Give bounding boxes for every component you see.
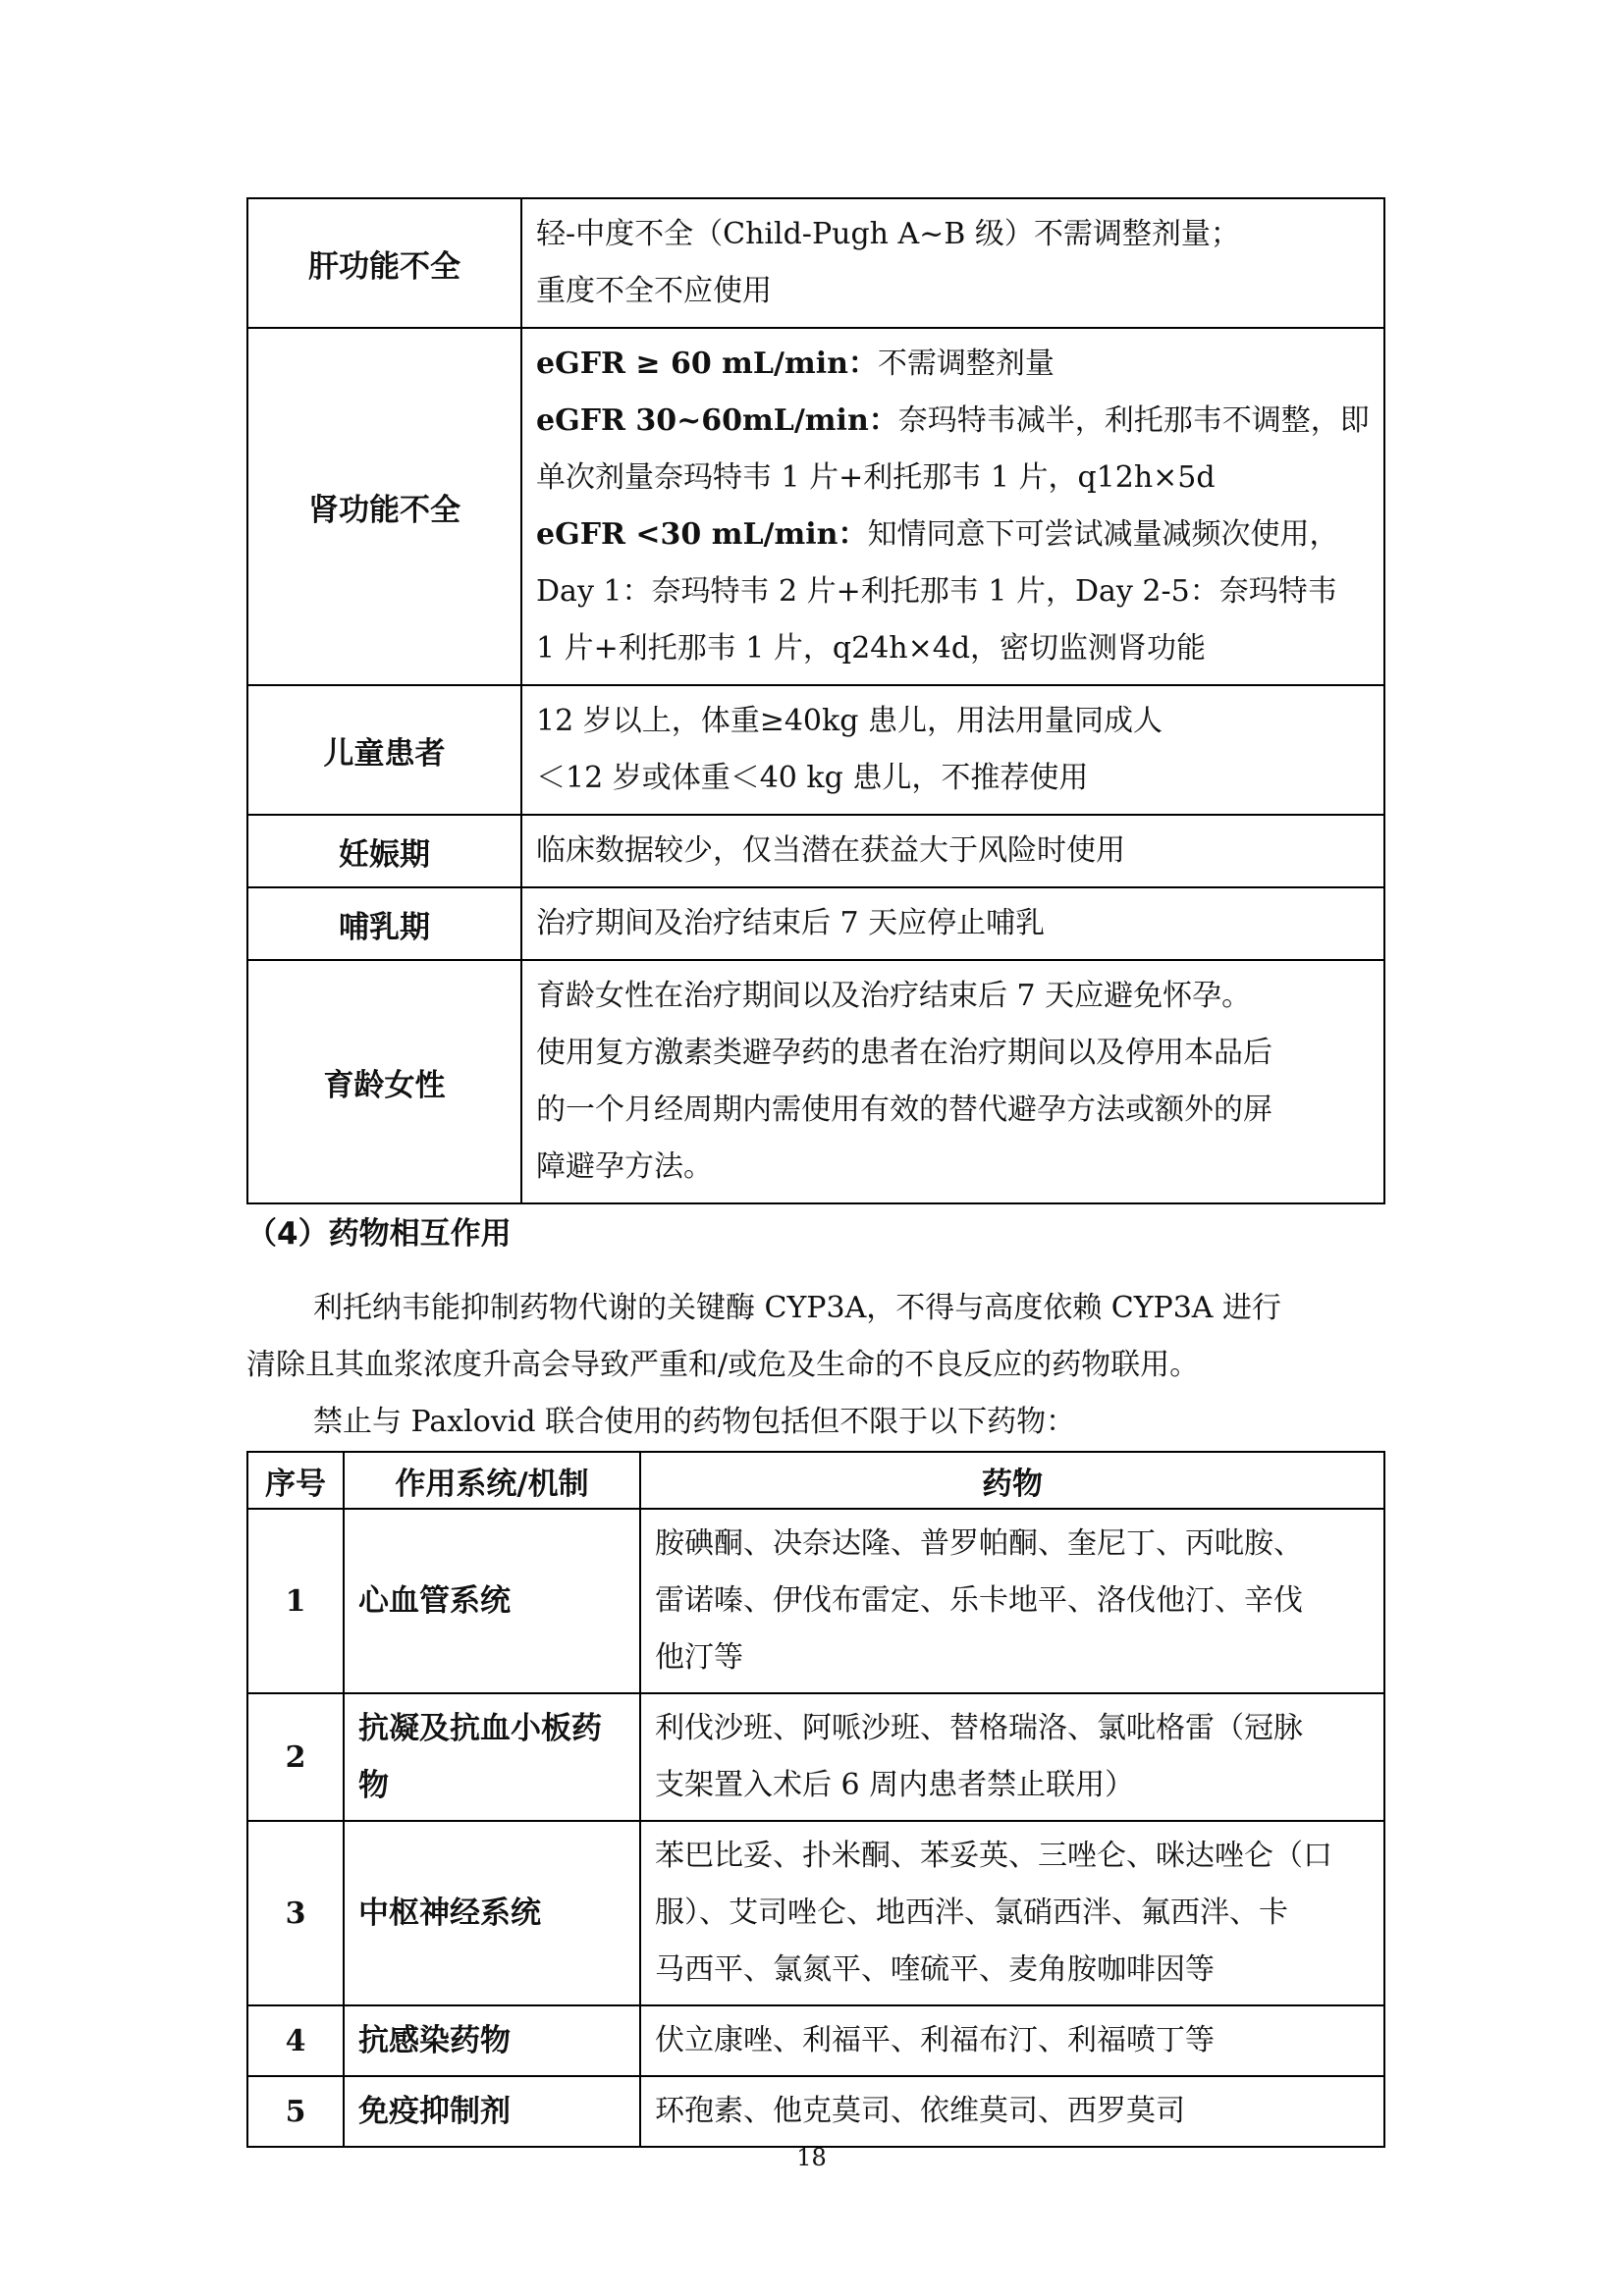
guidance-text: 不需调整剂量 <box>877 347 1055 381</box>
table-row <box>247 815 1384 887</box>
drug-line: 胺碘酮、决奈达隆、普罗帕酮、奎尼丁、丙吡胺、 <box>655 1526 1303 1561</box>
guidance-text: 临床数据较少，仅当潜在获益大于风险时使用 <box>536 833 1125 868</box>
table-row <box>247 1509 1384 1693</box>
guidance-text: 1 片+利托那韦 1 片，q24h×4d，密切监测肾功能 <box>536 631 1207 666</box>
guidance-text: 单次剂量奈玛特韦 1 片+利托那韦 1 片，q12h×5d <box>536 460 1216 495</box>
drug-line: 环孢素、他克莫司、依维莫司、西罗莫司 <box>655 2094 1185 2128</box>
paragraph-line: 清除且其血浆浓度升高会导致严重和/或危及生命的不良反应的药物联用。 <box>246 1348 1200 1382</box>
drug-list <box>640 2005 1384 2076</box>
table-row <box>247 1693 1384 1821</box>
drug-line: 马西平、氯氮平、喹硫平、麦角胺咖啡因等 <box>655 1952 1215 1987</box>
guidance-text: 知情同意下可尝试减量减频次使用， <box>867 517 1339 552</box>
drug-list <box>640 1509 1384 1693</box>
guidance-criterion: eGFR ≥ 60 mL/min： <box>536 347 878 381</box>
guidance-line <box>536 1025 1370 1082</box>
guidance-text: 12 岁以上，体重≥40kg 患儿，用法用量同成人 <box>536 704 1163 738</box>
system-line: 中枢神经系统 <box>358 1896 541 1931</box>
guidance-line <box>536 823 1370 880</box>
population-guidance <box>521 198 1384 328</box>
population-guidance <box>521 887 1384 960</box>
guidance-criterion: eGFR <30 mL/min： <box>536 517 868 552</box>
table-row <box>247 2076 1384 2147</box>
system-mechanism <box>344 2005 640 2076</box>
guidance-line <box>536 1082 1370 1139</box>
guidance-line <box>536 750 1370 807</box>
drug-list <box>640 1821 1384 2005</box>
guidance-line <box>536 263 1370 320</box>
row-number: 4 <box>247 2005 344 2076</box>
population-guidance <box>521 960 1384 1203</box>
guidance-text: 轻-中度不全（Child-Pugh A~B 级）不需调整剂量； <box>536 217 1240 251</box>
table-row <box>247 685 1384 815</box>
population-label: 哺乳期 <box>247 887 521 960</box>
guidance-line <box>536 895 1370 952</box>
header-drugs: 药物 <box>640 1452 1384 1509</box>
special-populations-table <box>246 197 1385 1204</box>
drug-list <box>640 1693 1384 1821</box>
system-mechanism <box>344 1693 640 1821</box>
contraindication-intro <box>246 1394 1385 1451</box>
guidance-text: 治疗期间及治疗结束后 7 天应停止哺乳 <box>536 906 1046 940</box>
population-label: 肝功能不全 <box>247 198 521 328</box>
guidance-line <box>536 206 1370 263</box>
guidance-text: 奈玛特韦减半，利托那韦不调整，即 <box>897 403 1370 438</box>
drug-line: 伏立康唑、利福平、利福布汀、利福喷丁等 <box>655 2023 1215 2057</box>
row-number: 1 <box>247 1509 344 1693</box>
interaction-paragraph <box>246 1280 1385 1394</box>
table-row <box>247 328 1384 685</box>
guidance-text: Day 1：奈玛特韦 2 片+利托那韦 1 片，Day 2-5：奈玛特韦 <box>536 574 1337 609</box>
table-row <box>247 1821 1384 2005</box>
system-line: 抗感染药物 <box>358 2023 511 2058</box>
page-number: 18 <box>796 2144 827 2171</box>
system-mechanism <box>344 1821 640 2005</box>
guidance-text: 重度不全不应使用 <box>536 274 772 308</box>
population-label: 肾功能不全 <box>247 328 521 685</box>
system-line: 免疫抑制剂 <box>358 2094 511 2129</box>
guidance-line <box>536 563 1370 620</box>
guidance-line <box>536 968 1370 1025</box>
guidance-line <box>536 450 1370 507</box>
system-line: 抗凝及抗血小板药 <box>358 1711 602 1746</box>
guidance-text: 育龄女性在治疗期间以及治疗结束后 7 天应避免怀孕。 <box>536 979 1252 1013</box>
system-mechanism <box>344 2076 640 2147</box>
drug-line: 服）、艾司唑仑、地西泮、氯硝西泮、氟西泮、卡 <box>655 1896 1288 1930</box>
contraindicated-drugs-table <box>246 1451 1385 2148</box>
table-row <box>247 887 1384 960</box>
system-mechanism <box>344 1509 640 1693</box>
drug-line: 支架置入术后 6 周内患者禁止联用） <box>655 1768 1135 1802</box>
header-number: 序号 <box>247 1452 344 1509</box>
table-header-row <box>247 1452 1384 1509</box>
guidance-line <box>536 693 1370 750</box>
row-number: 2 <box>247 1693 344 1821</box>
guidance-text: ＜12 岁或体重＜40 kg 患儿，不推荐使用 <box>536 761 1089 795</box>
population-guidance <box>521 328 1384 685</box>
drug-list <box>640 2076 1384 2147</box>
drug-line: 利伐沙班、阿哌沙班、替格瑞洛、氯吡格雷（冠脉 <box>655 1711 1303 1745</box>
population-label: 妊娠期 <box>247 815 521 887</box>
system-line: 物 <box>358 1768 389 1803</box>
row-number: 3 <box>247 1821 344 2005</box>
drug-line: 苯巴比妥、扑米酮、苯妥英、三唑仑、咪达唑仑（口 <box>655 1839 1332 1873</box>
table-row <box>247 198 1384 328</box>
guidance-text: 障避孕方法。 <box>536 1149 713 1184</box>
guidance-line <box>536 336 1370 393</box>
table-row <box>247 2005 1384 2076</box>
header-system: 作用系统/机制 <box>344 1452 640 1509</box>
paragraph-line: 利托纳韦能抑制药物代谢的关键酶 CYP3A，不得与高度依赖 CYP3A 进行 <box>313 1291 1282 1325</box>
section-heading: （4）药物相互作用 <box>246 1216 512 1252</box>
guidance-line <box>536 620 1370 677</box>
guidance-line <box>536 1139 1370 1196</box>
population-guidance <box>521 815 1384 887</box>
population-guidance <box>521 685 1384 815</box>
guidance-criterion: eGFR 30~60mL/min： <box>536 403 898 438</box>
row-number: 5 <box>247 2076 344 2147</box>
guidance-text: 使用复方激素类避孕药的患者在治疗期间以及停用本品后 <box>536 1036 1272 1070</box>
paragraph-line: 禁止与 Paxlovid 联合使用的药物包括但不限于以下药物： <box>313 1405 1076 1439</box>
guidance-text: 的一个月经周期内需使用有效的替代避孕方法或额外的屏 <box>536 1093 1272 1127</box>
guidance-line <box>536 507 1370 563</box>
population-label: 儿童患者 <box>247 685 521 815</box>
drug-line: 雷诺嗪、伊伐布雷定、乐卡地平、洛伐他汀、辛伐 <box>655 1583 1303 1618</box>
drug-line: 他汀等 <box>655 1640 743 1675</box>
population-label: 育龄女性 <box>247 960 521 1203</box>
table-row <box>247 960 1384 1203</box>
system-line: 心血管系统 <box>358 1583 511 1619</box>
guidance-line <box>536 393 1370 450</box>
